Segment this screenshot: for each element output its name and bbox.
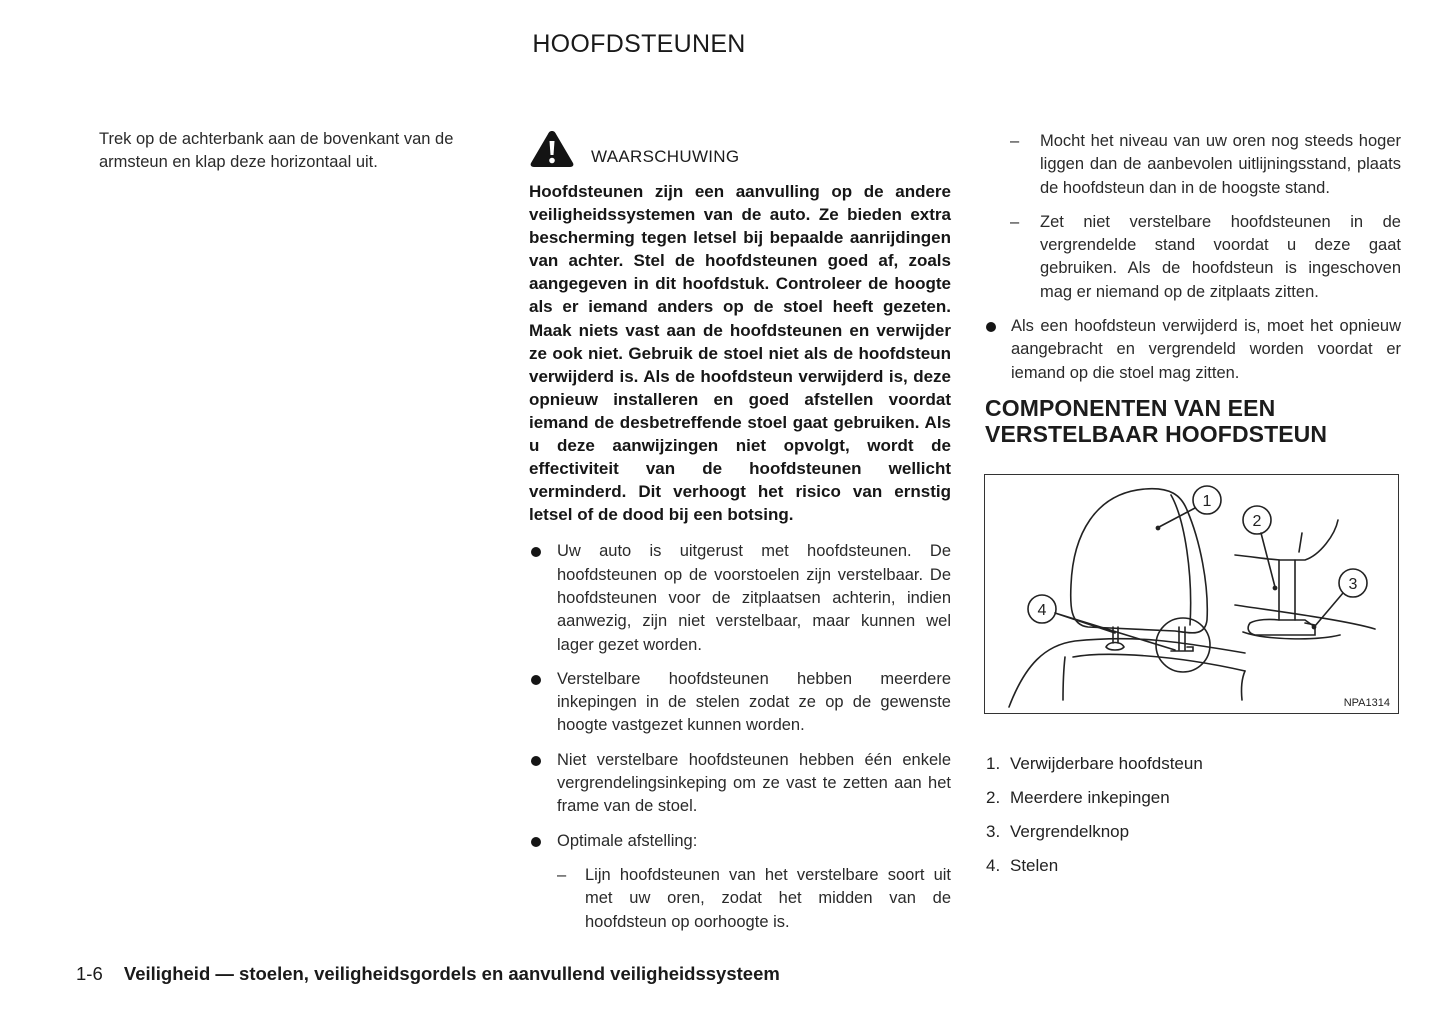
callout-1: 1: [1202, 493, 1212, 510]
bullet-icon: [531, 756, 541, 766]
legend-item: [986, 747, 1286, 781]
headrest-diagram: [984, 474, 1399, 714]
page-number: 1-6: [76, 963, 103, 984]
list-item-text: Verstelbare hoofdsteunen hebben meerdere inkepingen in de stelen zodat ze op de gewenste hoogte vastgezet kunnen worden.: [557, 669, 951, 735]
legend-label: Verwijderbare hoofdsteun: [1010, 754, 1203, 773]
legend-label: Vergrendelknop: [1010, 822, 1130, 841]
sub-list-item-text: Zet niet verstelbare hoofdsteunen in de vergrendelde stand voordat u deze gaat gebruiken. Als de hoofdsteun is ingeschoven mag er niemand op de zitplaats zitten.: [1040, 212, 1401, 301]
legend-item: [986, 849, 1286, 883]
section-heading-line: VERSTELBAAR HOOFDSTEUN: [985, 420, 1328, 447]
detail-magnifier: [1156, 618, 1210, 672]
stem-left: [1113, 627, 1118, 643]
sub-list-item-text: Mocht het niveau van uw oren nog steeds hoger liggen dan de aanbevolen uitlijningsstand, plaats de hoofdsteun dan in de hoogste stand.: [1040, 132, 1401, 197]
sub-list-item: [529, 864, 951, 934]
intro-paragraph: Trek op de achterbank aan de bovenkant van de armsteun en klap deze horizontaal uit.: [99, 130, 454, 171]
list-item-text: Als een hoofdsteun verwijderd is, moet het opnieuw aangebracht en vergrendeld worden voordat er iemand op die stoel mag zitten.: [1011, 317, 1401, 382]
headrest-shape: [1071, 489, 1208, 633]
dash-icon: –: [557, 865, 567, 884]
callout-4: 4: [1037, 602, 1047, 619]
warning-header: [529, 128, 951, 168]
list-item-text: Uw auto is uitgerust met hoofdsteunen. De hoofdsteunen op de voorstoelen zijn verstelbaar. De hoofdsteunen voor de zitplaatsen achterin, indien aanwezig, zijn niet verstelbaar, maar kunnen wel lager gezet worden.: [557, 542, 951, 654]
section-heading: [985, 395, 1401, 447]
list-item: [529, 749, 951, 819]
warning-triangle-icon: [529, 130, 575, 168]
sub-list-item: [985, 211, 1401, 304]
middle-column: [529, 128, 951, 934]
right-column: [985, 130, 1401, 447]
legend-number: 1.: [986, 754, 1001, 773]
callout-3: 3: [1348, 576, 1358, 593]
legend-label: Stelen: [1010, 856, 1059, 875]
list-item-text: Optimale afstelling:: [557, 831, 698, 850]
legend-item: [986, 815, 1286, 849]
page-title: HOOFDSTEUNEN: [532, 30, 746, 58]
legend-number: 4.: [986, 856, 1001, 875]
callout-2: 2: [1252, 513, 1262, 530]
headrest-illustration: [985, 475, 1397, 712]
legend-number: 2.: [986, 788, 1001, 807]
list-item: [529, 830, 951, 853]
sub-list-item: [985, 130, 1401, 200]
dash-icon: –: [1010, 132, 1020, 150]
sub-list-item-text: Lijn hoofdsteunen van het verstelbare soort uit met uw oren, zodat het midden van de hoofdsteun op oorhoogte is.: [585, 865, 951, 931]
section-heading-line: COMPONENTEN VAN EEN: [985, 394, 1276, 421]
legend-item: [986, 781, 1286, 815]
bullet-icon: [986, 322, 996, 332]
bullet-icon: [531, 675, 541, 685]
list-item-text: Niet verstelbare hoofdsteunen hebben één enkele vergrendelingsinkeping om ze vast te zetten aan het frame van de stoel.: [557, 750, 951, 816]
bullet-icon: [531, 547, 541, 557]
warning-label: WAARSCHUWING: [591, 147, 740, 166]
legend-label: Meerdere inkepingen: [1010, 788, 1170, 807]
list-item: [529, 668, 951, 738]
chapter-title: Veiligheid — stoelen, veiligheidsgordels en aanvullend veiligheidssysteem: [123, 963, 780, 984]
headrest-edge: [1171, 495, 1191, 625]
list-item: [985, 315, 1401, 385]
legend-number: 3.: [986, 822, 1001, 841]
page-footer: [76, 963, 780, 985]
bullet-icon: [531, 837, 541, 847]
figure-legend: [986, 747, 1286, 883]
dash-icon: –: [1010, 212, 1020, 231]
figure-code: NPA1314: [1343, 697, 1390, 709]
list-item: [529, 540, 951, 656]
warning-text: Hoofdsteunen zijn een aanvulling op de andere veiligheidssystemen van de auto. Ze bieden extra bescherming tegen letsel bij bepaalde aanrijdingen van achter. Stel de hoofdsteunen goed af, zoals aangegeven in dit hoofdstuk. Controleer de hoogte als er iemand anders op de stoel heeft gezeten. Maak niets vast aan de hoofdsteunen en verwijder ze ook niet. Gebruik de stoel niet als de hoofdsteun verwijderd is. Als de hoofdsteun verwijderd is, deze opnieuw installeren en goed afstellen voordat iemand de desbetreffende stoel gaat gebruiken. Als u deze aanwijzingen niet opvolgt, wordt de effectiviteit van de hoofdsteunen wellicht verminderd. Dit verhoogt het risico van ernstig letsel of de dood bij een botsing.: [529, 182, 951, 525]
bullet-list: [529, 540, 951, 853]
